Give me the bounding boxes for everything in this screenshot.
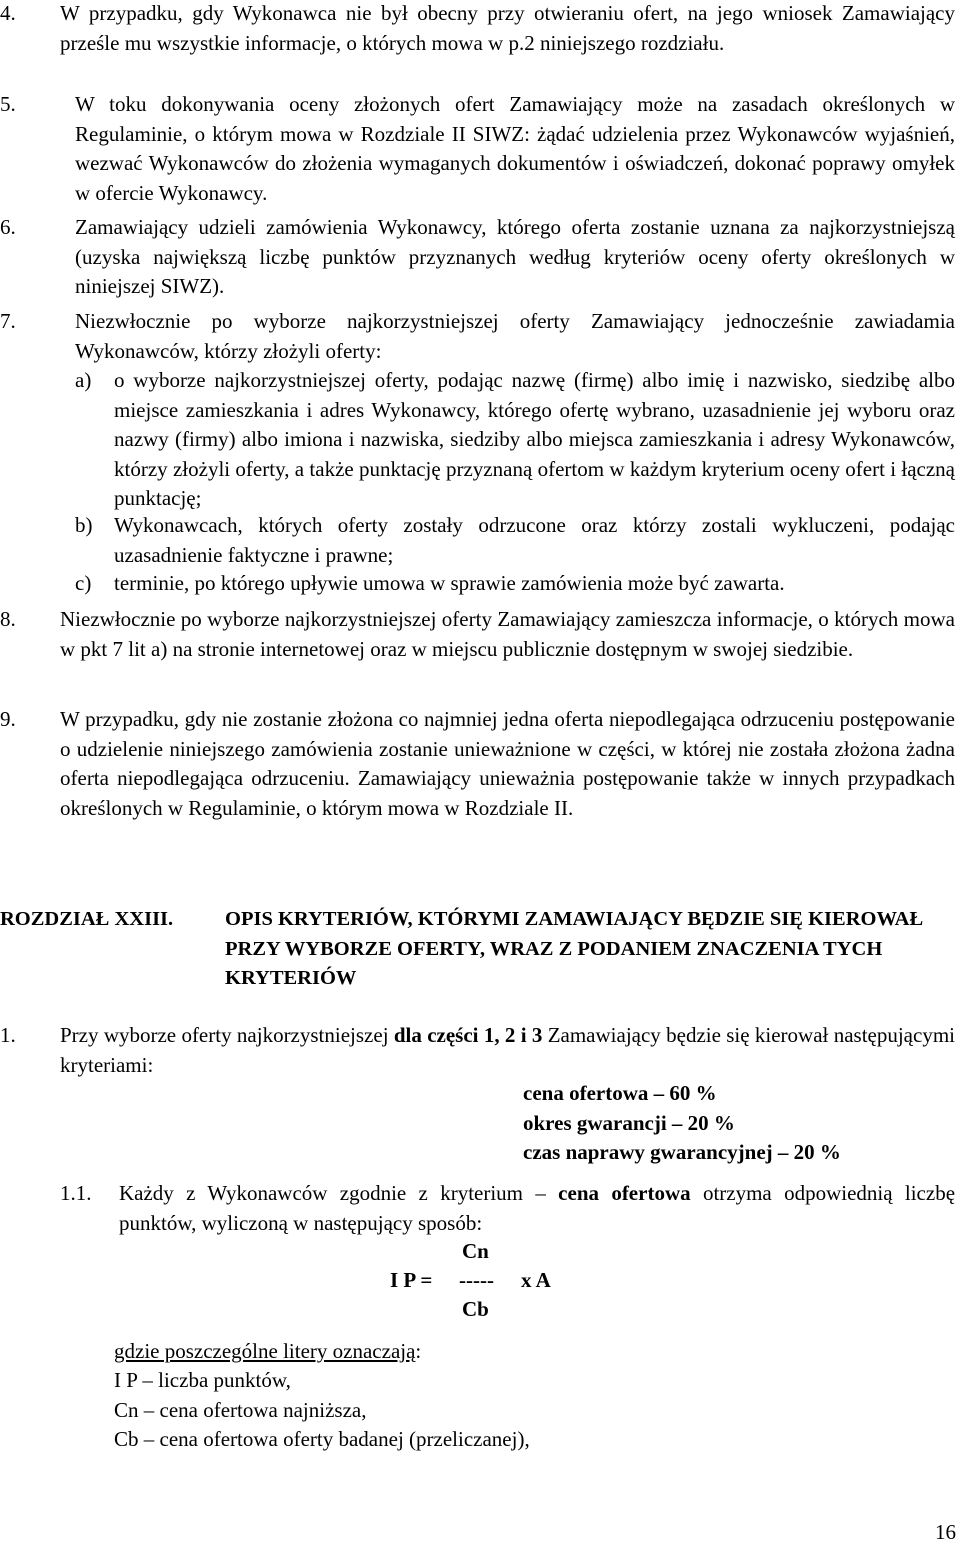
item-8-number: 8. [0, 607, 16, 631]
legend-heading-colon: : [415, 1339, 422, 1363]
item-7b-text: Wykonawcach, których oferty zostały odrzucone oraz którzy zostali wykluczeni, podając uzasadnienie faktyczne i prawne; [114, 513, 955, 567]
para-1-1-text [119, 1179, 955, 1238]
item-7c-text: terminie, po którego upływie umowa w sprawie zamówienia może być zawarta. [114, 571, 785, 595]
item-7a-label: a) [75, 368, 92, 392]
criterion-price: cena ofertowa – 60 % [523, 1081, 717, 1105]
chapter-title: OPIS KRYTERIÓW, KTÓRYMI ZAMAWIAJĄCY BĘDZIE SIĘ KIEROWAŁ PRZY WYBORZE OFERTY, WRAZ Z PODANIEM ZNACZENIA TYCH KRYTERIÓW [225, 908, 924, 989]
para-1-pre: Przy wyborze oferty najkorzystniejszej [60, 1023, 389, 1047]
item-4-number: 4. [0, 1, 16, 25]
chapter-label: ROZDZIAŁ XXIII. [0, 908, 174, 930]
formula-rhs: x A [521, 1268, 551, 1292]
legend-line-cb: Cb – cena ofertowa oferty badanej (przeliczanej), [114, 1427, 530, 1451]
item-7-number: 7. [0, 309, 16, 333]
formula-denominator: Cb [462, 1297, 489, 1321]
legend-line-cn: Cn – cena ofertowa najniższa, [114, 1398, 367, 1422]
para-1-1-post: otrzyma odpowiednią liczbę punktów, wyliczoną w następujący sposób: [119, 1181, 956, 1235]
page-number: 16 [935, 1520, 956, 1544]
para-1-1-pre: Każdy z Wykonawców zgodnie z kryterium – [119, 1181, 546, 1205]
item-6-number: 6. [0, 215, 16, 239]
para-1-1-bold: cena ofertowa [558, 1181, 691, 1205]
item-8-text: Niezwłocznie po wyborze najkorzystniejszej oferty Zamawiający zamieszcza informacje, o których mowa w pkt 7 lit a) na stronie internetowej oraz w miejscu publicznie dostępnym w swojej siedzibie. [60, 607, 955, 661]
para-1-number: 1. [0, 1023, 16, 1047]
item-5-text: W toku dokonywania oceny złożonych ofert Zamawiający może na zasadach określonych w Regulaminie, o którym mowa w Rozdziale II SIWZ: żądać udzielenia przez Wykonawców wyjaśnień, wezwać Wykonawców do złożenia wymaganych dokumentów i oświadczeń, dokonać poprawy omyłek w ofercie Wykonawcy. [75, 92, 955, 205]
item-5-number: 5. [0, 92, 16, 116]
formula-numerator: Cn [462, 1239, 489, 1263]
criterion-warranty: okres gwarancji – 20 % [523, 1110, 735, 1135]
para-1-1-number: 1.1. [60, 1181, 92, 1205]
para-1-bold: dla części 1, 2 i 3 [393, 1023, 543, 1047]
legend-heading [114, 1337, 421, 1367]
criteria-list [523, 1079, 841, 1168]
item-6-text: Zamawiający udzieli zamówienia Wykonawcy, którego oferta zostanie uznana za najkorzystniejszą (uzyska największą liczbę punktów przyznanych według kryteriów oceny oferty określonych w niniejszej SIWZ). [75, 215, 955, 298]
item-7b-label: b) [75, 513, 93, 537]
item-7c-label: c) [75, 571, 92, 595]
item-7a-text: o wyborze najkorzystniejszej oferty, podając nazwę (firmę) albo imię i nazwisko, siedzibę albo miejsce zamieszkania i adres Wykonawcy, którego ofertę wybrano, uzasadnienie jej wyboru oraz nazwy (firmy) albo imiona i nazwiska, siedziby albo miejsca zamieszkania i adresy Wykonawców, którzy złożyli oferty, a także punktację przyznaną ofertom w każdym kryterium oceny ofert i łączną punktację; [114, 368, 955, 510]
para-1-text [60, 1021, 955, 1080]
item-7-text: Niezwłocznie po wyborze najkorzystniejszej oferty Zamawiający jednocześnie zawiadamia Wykonawców, którzy złożyli oferty: [75, 309, 955, 363]
item-9-number: 9. [0, 707, 16, 731]
legend-line-ip: I P – liczba punktów, [114, 1368, 291, 1392]
criterion-repair-time: czas naprawy gwarancyjnej – 20 % [523, 1140, 841, 1164]
formula-fraction-bar: ----- [459, 1268, 494, 1292]
item-4-text: W przypadku, gdy Wykonawca nie był obecny przy otwieraniu ofert, na jego wniosek Zamawiający prześle mu wszystkie informacje, o których mowa w p.2 niniejszego rozdziału. [60, 1, 955, 55]
item-9-text: W przypadku, gdy nie zostanie złożona co najmniej jedna oferta niepodlegająca odrzuceniu postępowanie o udzielenie niniejszego zamówienia zostanie unieważnione w części, w której nie została złożona żadna oferta niepodlegająca odrzuceniu. Zamawiający unieważnia postępowanie także w innych przypadkach określonych w Regulaminie, o którym mowa w Rozdziale II. [60, 707, 955, 820]
formula-lhs: I P = [390, 1268, 433, 1292]
legend-heading-text: gdzie poszczególne litery oznaczają [114, 1339, 416, 1363]
para-1-post: Zamawiający będzie się kierował następującymi kryteriami: [60, 1023, 955, 1077]
